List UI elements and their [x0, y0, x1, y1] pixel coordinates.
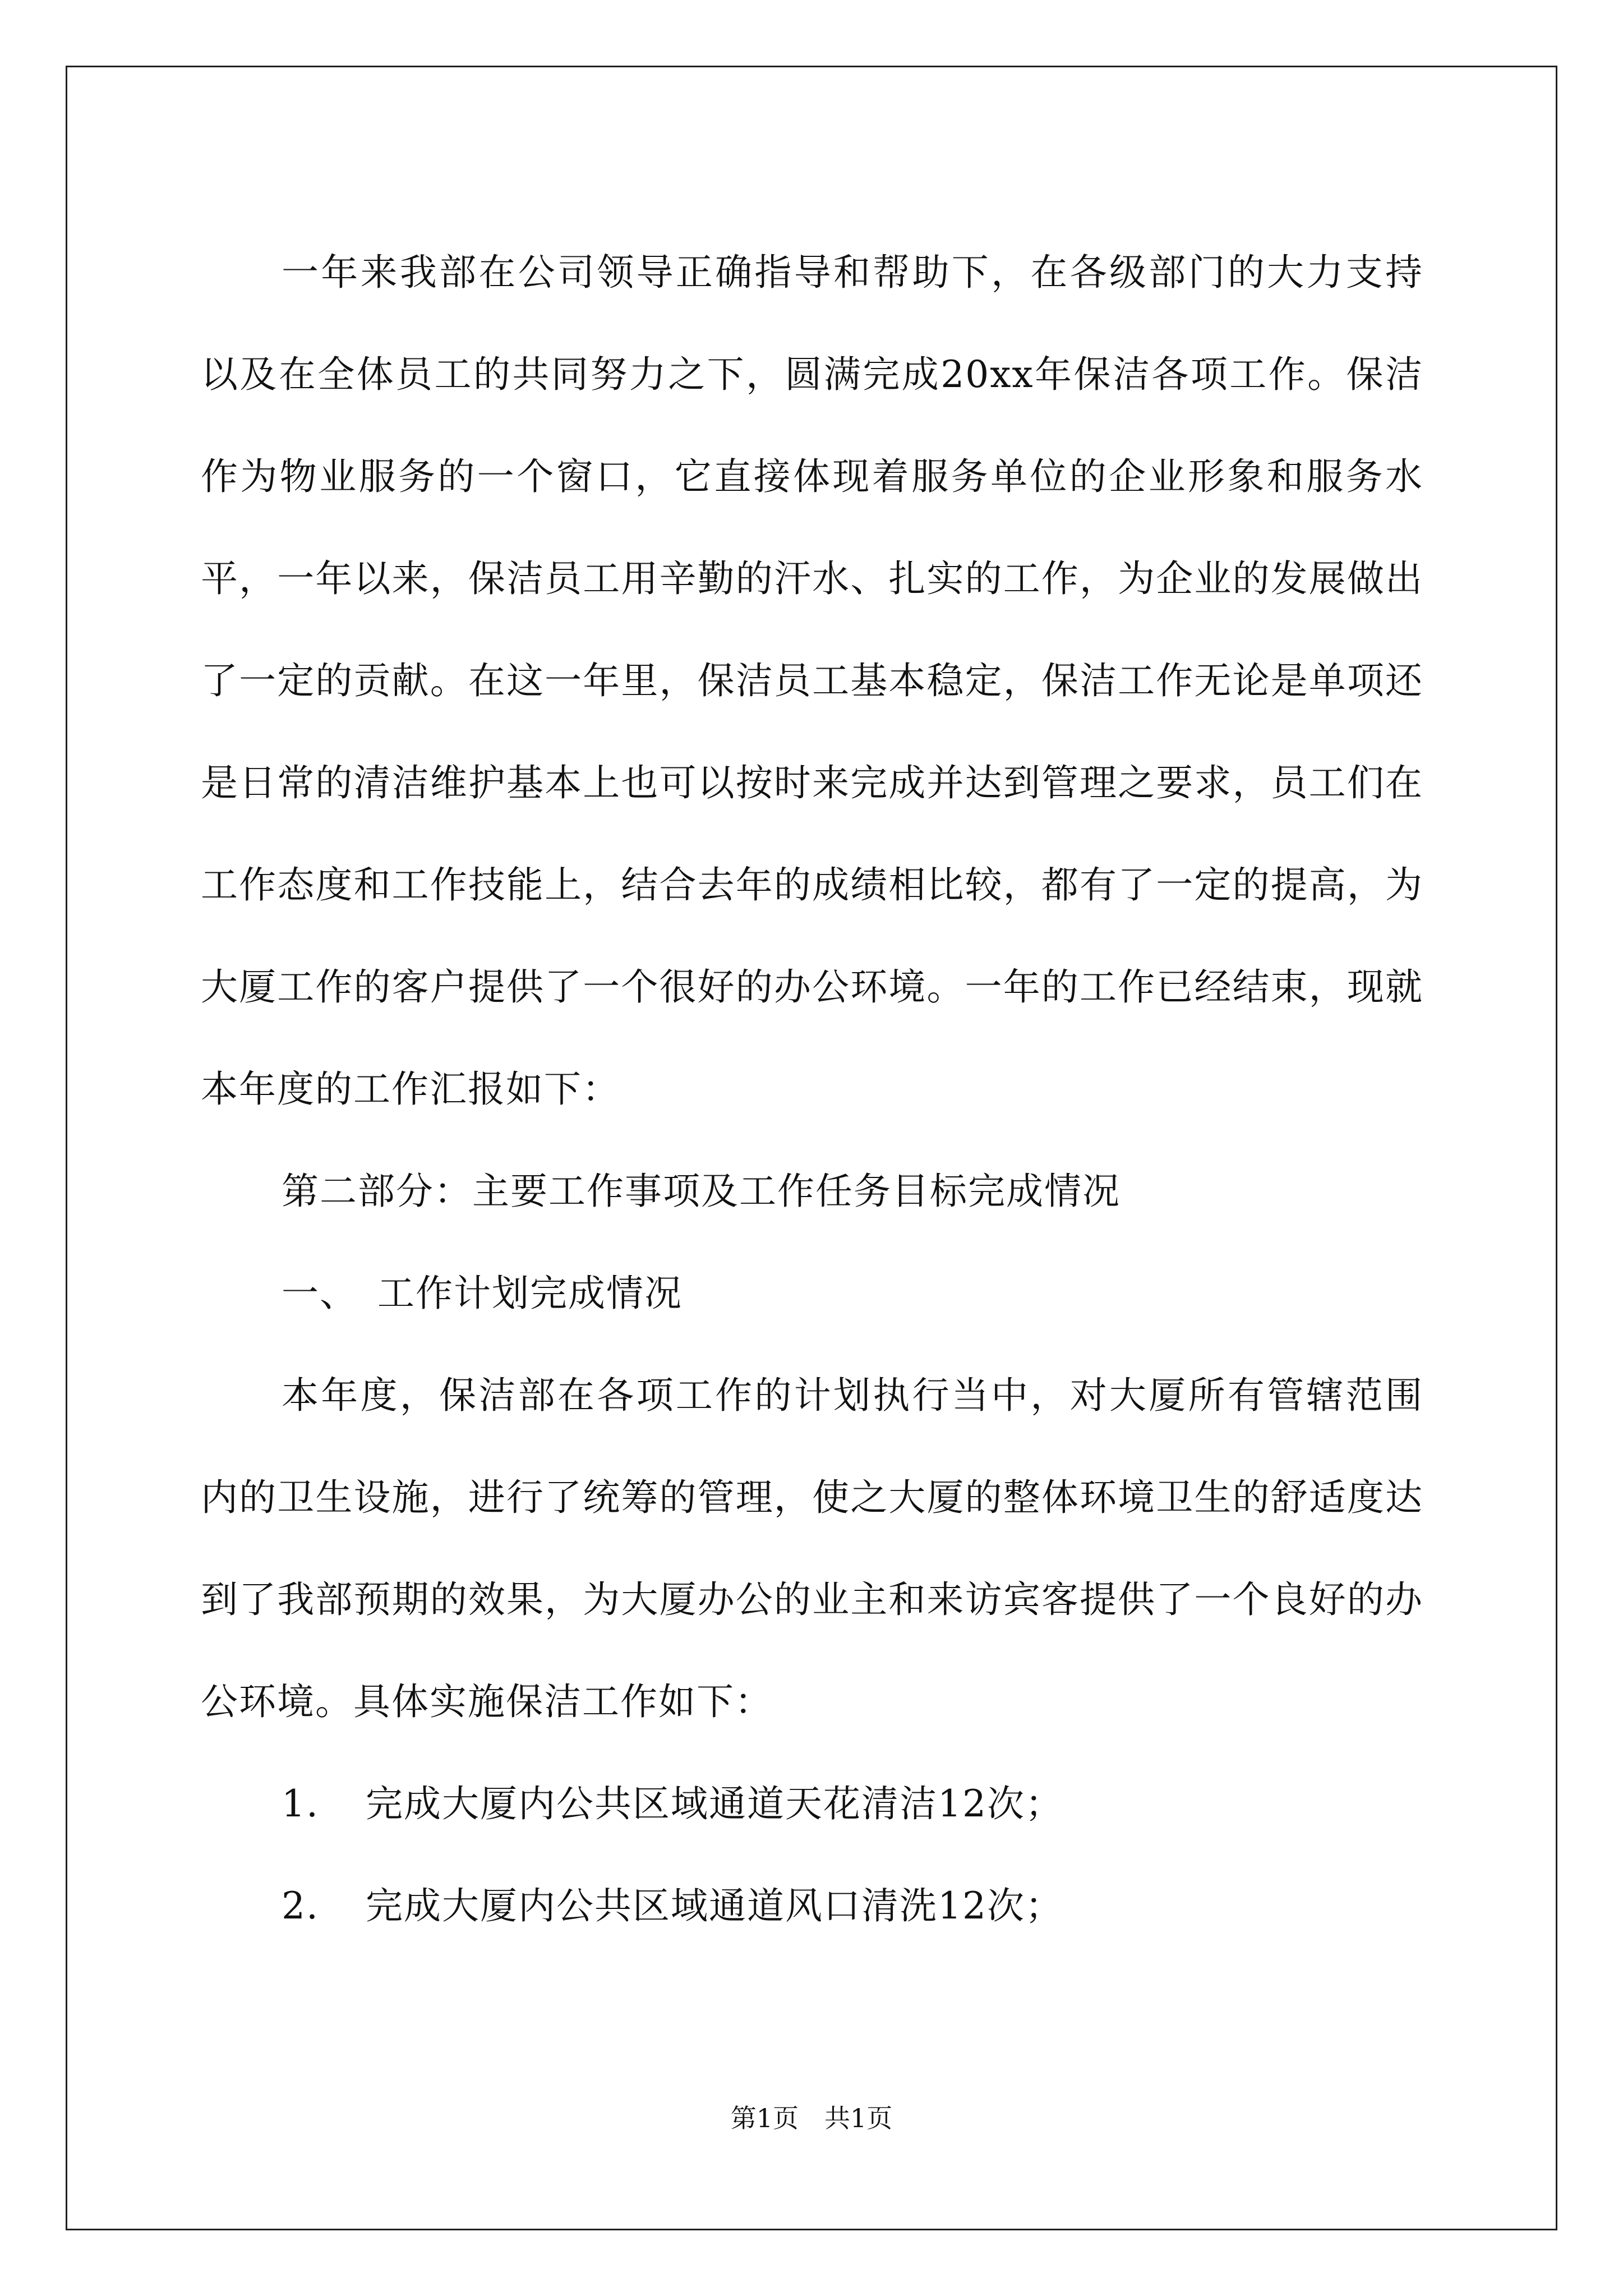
subsection-heading: 一、 工作计划完成情况 — [282, 1272, 683, 1315]
body-paragraph: 本年度，保洁部在各项工作的计划执行当中，对大厦所有管辖范围内的卫生设施，进行了统筹的管理，使之大厦的整体环境卫生的舒适度达到了我部预期的效果，为大厦办公的业主和来访宾客提供了一个良好的办公环境。具体实施保洁工作如下： — [201, 1374, 1423, 1723]
list-item-text: 完成大厦内公共区域通道天花清洁12次； — [366, 1782, 1063, 1825]
intro-paragraph: 一年来我部在公司领导正确指导和帮助下，在各级部门的大力支持以及在全体员工的共同努力之下，圆满完成20xx年保洁各项工作。保洁作为物业服务的一个窗口，它直接体现着服务单位的企业形象和服务水平，一年以来，保洁员工用辛勤的汗水、扎实的工作，为企业的发展做出了一定的贡献。在这一年里，保洁员工基本稳定，保洁工作无论是单项还是日常的清洁维护基本上也可以按时来完成并达到管理之要求，员工们在工作态度和工作技能上，结合去年的成绩相比较，都有了一定的提高，为大厦工作的客户提供了一个很好的办公环境。一年的工作已经结束，现就本年度的工作汇报如下： — [201, 251, 1423, 1111]
document-body — [201, 222, 1423, 1957]
list-item — [201, 1753, 1423, 1855]
section-heading: 第二部分：主要工作事项及工作任务目标完成情况 — [282, 1170, 1121, 1213]
page-number-footer: 第1页 共1页 — [730, 2103, 893, 2133]
list-item-text: 完成大厦内公共区域通道风口清洗12次； — [366, 1884, 1063, 1927]
list-item — [201, 1855, 1423, 1957]
list-item-number: 1. — [282, 1782, 319, 1825]
list-item-number: 2. — [282, 1884, 319, 1927]
